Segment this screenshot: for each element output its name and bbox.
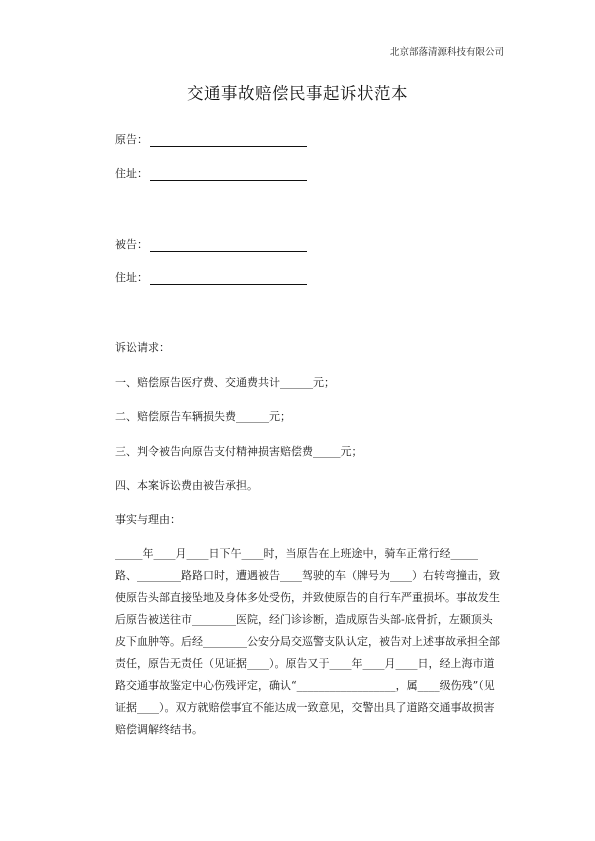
plaintiff-name-label: 原告： (115, 133, 148, 146)
facts-line: 皮下血肿等。后经________公安分局交巡警支队认定，被告对上述事故承担全部 (115, 635, 500, 648)
claim-item: 一、赔偿原告医疗费、交通费共计______元； (115, 376, 335, 389)
company-name: 北京部落清源科技有限公司 (389, 47, 504, 58)
defendant-address-blank (150, 273, 307, 285)
claims-heading: 诉讼请求： (115, 341, 170, 354)
claim-item: 四、本案诉讼费由被告承担。 (115, 479, 258, 492)
plaintiff-name-row (115, 131, 307, 147)
facts-line: 路交通事故鉴定中心伤残评定，确认“__________________，属____级伤残”（见 (115, 679, 495, 692)
facts-heading: 事实与理由： (115, 513, 181, 526)
facts-line: 使原告头部直接坠地及身体多处受伤，并致使原告的自行车严重损坏。事故发生 (115, 591, 500, 604)
facts-line: 责任，原告无责任（见证据____）。原告又于____年____月____日，经上海市道 (115, 657, 495, 670)
facts-line: 路、________路路口时，遭遇被告____驾驶的车（牌号为____）右转弯撞击，致 (115, 569, 500, 582)
defendant-name-blank (150, 240, 307, 252)
facts-line: 赔偿调解终结书。 (115, 723, 203, 736)
facts-paragraph (115, 543, 507, 741)
defendant-name-label: 被告： (115, 238, 148, 251)
facts-line: 证据____）。双方就赔偿事宜不能达成一致意见，交警出具了道路交通事故损害 (115, 701, 495, 714)
claim-item: 三、判令被告向原告支付精神损害赔偿费_____元； (115, 445, 363, 458)
claim-item: 二、赔偿原告车辆损失费______元； (115, 410, 291, 423)
plaintiff-address-row (115, 165, 307, 181)
plaintiff-name-blank (150, 135, 307, 147)
defendant-address-label: 住址： (115, 271, 148, 284)
defendant-address-row (115, 269, 307, 285)
plaintiff-address-label: 住址： (115, 167, 148, 180)
facts-line: 后原告被送往市________医院，经门诊诊断，造成原告头部-底骨折，左颞顶头 (115, 613, 493, 626)
defendant-name-row (115, 236, 307, 252)
plaintiff-address-blank (150, 169, 307, 181)
facts-line: _____年____月____日下午____时，当原告在上班途中，骑车正常行经_____ (115, 547, 478, 560)
document-title: 交通事故赔偿民事起诉状范本 (187, 84, 408, 103)
